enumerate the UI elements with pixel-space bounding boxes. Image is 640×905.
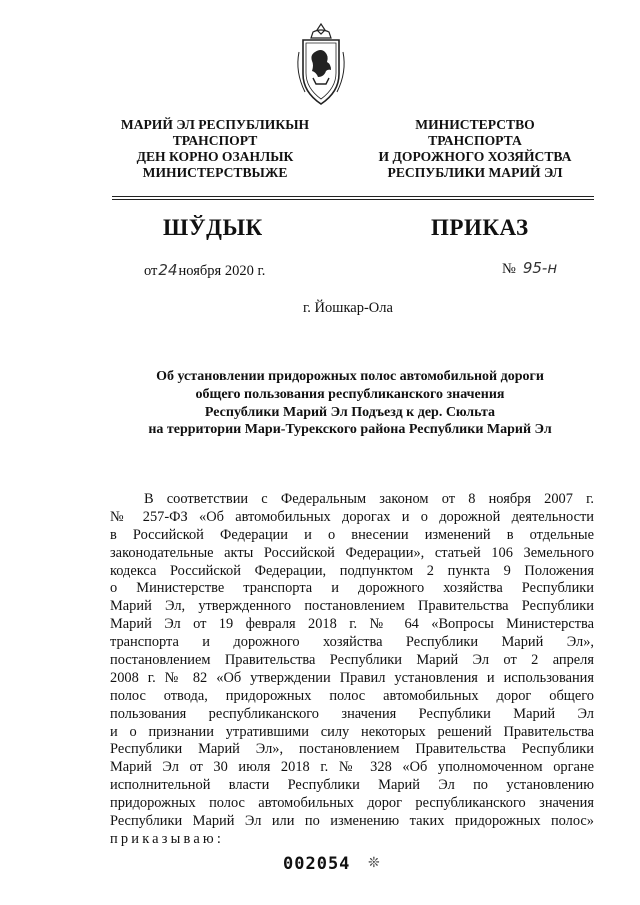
header-divider — [112, 196, 594, 197]
body-line: о Министерстве транспорта и дорожного хозяйства Республики — [110, 580, 594, 597]
body-line: 2008 г. № 82 «Об утверждении Правил установления и использования — [110, 669, 594, 686]
city: г. Йошкар-Ола — [303, 300, 393, 316]
body-line: в Российской Федерации и о внесении изменений в отдельные — [110, 526, 594, 543]
header-right-line: ТРАНСПОРТА — [428, 133, 522, 148]
body-line: постановлением Правительства Республики Марий Эл от 2 апреля — [110, 652, 594, 669]
header-left-line: ДЕН КОРНО ОЗАНЛЫК — [136, 149, 294, 164]
date-day-handwritten: 24 — [158, 261, 178, 279]
body-line: Республики Марий Эл», постановлением Правительства Республики — [110, 741, 594, 758]
order-title — [100, 368, 600, 439]
number-handwritten: 95-н — [522, 259, 558, 277]
body-line: № 257-ФЗ «Об автомобильных дорогах и о дорожной деятельности — [110, 508, 594, 525]
body-line: Республики Марий Эл или по изменению таких придорожных полос» — [110, 813, 594, 830]
body-line: В соответствии с Федеральным законом от 8 ноября 2007 г. — [144, 491, 594, 507]
header-left-line: ТРАНСПОРТ — [172, 133, 258, 148]
body-line: исполнительной власти Республики Марий Эл по установлению — [110, 777, 594, 794]
header-right — [355, 117, 595, 181]
header-left-line: МИНИСТЕРСТВЫЖЕ — [142, 165, 288, 180]
header-right-line: И ДОРОЖНОГО ХОЗЯЙСТВА — [378, 149, 572, 164]
order-number — [502, 259, 558, 278]
title-line: общего пользования республиканского значения — [195, 386, 505, 402]
serial-ornament-icon: ❊ — [368, 856, 380, 871]
body-line: придорожных полос автомобильных дорог республиканского значения — [110, 795, 594, 812]
doc-type-mari: ШЎДЫК — [163, 215, 263, 240]
date-prefix: от — [144, 263, 158, 279]
date-rest: ноября 2020 г. — [178, 263, 266, 279]
body-line: кодекса Российской Федерации, подпунктом 2 пункта 9 Положения — [110, 562, 594, 579]
number-label: № — [502, 261, 516, 277]
order-word: приказываю: — [110, 830, 225, 847]
serial-number: 002054 — [283, 854, 351, 874]
header-left — [100, 117, 330, 181]
body-line: транспорта и дорожного хозяйства Республики Марий Эл», — [110, 634, 594, 651]
coat-of-arms-icon — [293, 22, 349, 112]
body-line: полос отвода, придорожных полос автомобильных дорог общего — [110, 687, 594, 704]
body-line: пользования республиканского значения Республики Марий Эл — [110, 705, 594, 722]
header-left-line: МАРИЙ ЭЛ РЕСПУБЛИКЫН — [120, 117, 310, 132]
body-line: и о признании утратившими силу некоторых решений Правительства — [110, 723, 594, 740]
order-date — [144, 261, 265, 280]
title-line: Республики Марий Эл Подъезд к дер. Сюльта — [204, 404, 496, 420]
order-body — [110, 491, 594, 849]
body-line: Марий Эл от 19 февраля 2018 г. № 64 «Вопросы Министерства — [110, 616, 594, 633]
title-line: на территории Мари-Турекского района Республики Марий Эл — [148, 422, 552, 438]
header-right-line: МИНИСТЕРСТВО — [415, 117, 535, 132]
header-divider — [112, 199, 594, 200]
doc-type-russian: ПРИКАЗ — [431, 215, 529, 240]
title-line: Об установлении придорожных полос автомобильной дороги — [156, 369, 544, 384]
body-line: Марий Эл от 30 июля 2018 г. № 328 «Об уполномоченном органе — [110, 759, 594, 776]
body-line: Марий Эл, утвержденного постановлением Правительства Республики — [110, 598, 594, 615]
body-line: законодательные акты Российской Федерации», статьей 106 Земельного — [110, 544, 594, 561]
header-right-line: РЕСПУБЛИКИ МАРИЙ ЭЛ — [387, 165, 563, 180]
